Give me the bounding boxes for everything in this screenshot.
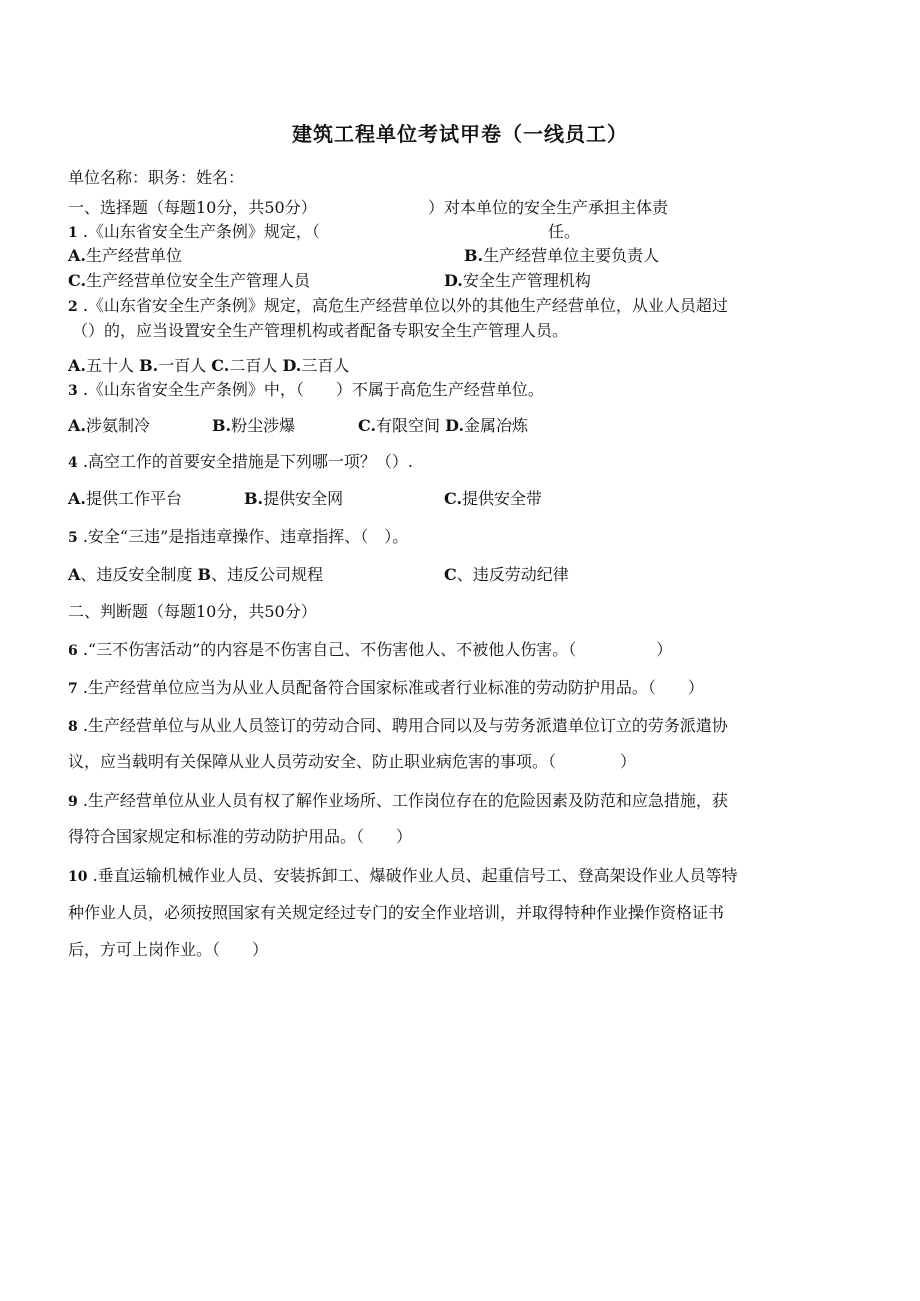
question-stem: .安全“三违”是指违章操作、违章指挥、（ ）。 bbox=[82, 527, 409, 546]
question-number: 3 bbox=[68, 383, 78, 399]
question-number: 2 bbox=[68, 299, 78, 315]
header-fields: 单位名称：职务：姓名： bbox=[68, 168, 245, 187]
question-10 bbox=[68, 866, 738, 887]
question-text: .垂直运输机械作业人员、安装拆卸工、爆破作业人员、起重信号工、登高架设作业人员等特 bbox=[92, 866, 738, 885]
q2-options: A.五十人 B.一百人 C.二百人 D.三百人 bbox=[68, 356, 350, 375]
question-stem: .高空工作的首要安全措施是下列哪一项？（）. bbox=[82, 452, 414, 471]
question-4 bbox=[68, 452, 413, 473]
question-number: 10 bbox=[68, 869, 88, 885]
question-number: 5 bbox=[68, 530, 78, 546]
question-stem: .《山东省安全生产条例》规定，高危生产经营单位以外的其他生产经营单位，从业人员超过 bbox=[82, 296, 728, 315]
question-1 bbox=[68, 222, 320, 243]
q3-option-b: B.粉尘涉爆 bbox=[212, 416, 296, 435]
question-2 bbox=[68, 296, 728, 317]
question-text: .生产经营单位应当为从业人员配备符合国家标准或者行业标准的劳动防护用品。（ ） bbox=[82, 678, 704, 697]
question-8-line2: 议，应当载明有关保障从业人员劳动安全、防止职业病危害的事项。（ ） bbox=[68, 752, 637, 771]
section2-heading: 二、判断题（每题10分，共50分） bbox=[68, 602, 317, 621]
question-1-tail: 任。 bbox=[548, 222, 581, 241]
question-text: .生产经营单位与从业人员签订的劳动合同、聘用合同以及与劳务派遣单位订立的劳务派遣协 bbox=[82, 716, 728, 735]
q4-option-c: C.提供安全带 bbox=[444, 489, 543, 508]
question-6 bbox=[68, 640, 672, 661]
question-5 bbox=[68, 527, 408, 548]
q1-option-a: A.生产经营单位 bbox=[68, 246, 182, 265]
question-text: .“三不伤害活动”的内容是不伤害自己、不伤害他人、不被他人伤害。（ ） bbox=[82, 640, 673, 659]
q1-option-d: D.安全生产管理机构 bbox=[444, 271, 591, 290]
question-stem: .《山东省安全生产条例》规定，（ bbox=[82, 222, 320, 241]
q1-stem-tail: ）对本单位的安全生产承担主体责 bbox=[428, 198, 669, 217]
question-7 bbox=[68, 678, 704, 699]
question-text: .生产经营单位从业人员有权了解作业场所、工作岗位存在的危险因素及防范和应急措施，获 bbox=[82, 791, 728, 810]
q5-options-ab: A、违反安全制度 B、违反公司规程 bbox=[68, 565, 324, 584]
q1-option-b: B.生产经营单位主要负责人 bbox=[464, 246, 660, 265]
question-number: 1 bbox=[68, 225, 78, 241]
question-number: 8 bbox=[68, 719, 78, 735]
question-number: 9 bbox=[68, 794, 78, 810]
question-2-line2: （）的，应当设置安全生产管理机构或者配备专职安全生产管理人员。 bbox=[72, 321, 569, 340]
question-3 bbox=[68, 380, 544, 401]
question-10-line3: 后，方可上岗作业。（ ） bbox=[68, 940, 269, 959]
q1-option-c: C.生产经营单位安全生产管理人员 bbox=[68, 271, 311, 290]
question-stem: .《山东省安全生产条例》中，（ ）不属于高危生产经营单位。 bbox=[82, 380, 544, 399]
section1-heading: 一、选择题（每题10分，共50分） bbox=[68, 198, 317, 217]
question-9 bbox=[68, 791, 728, 812]
q4-option-a: A.提供工作平台 bbox=[68, 489, 182, 508]
question-number: 7 bbox=[68, 681, 78, 697]
q3-option-a: A.涉氨制冷 bbox=[68, 416, 150, 435]
page-title: 建筑工程单位考试甲卷（一线员工） bbox=[292, 122, 628, 146]
q4-option-b: B.提供安全网 bbox=[244, 489, 344, 508]
question-number: 6 bbox=[68, 643, 78, 659]
question-10-line2: 种作业人员，必须按照国家有关规定经过专门的安全作业培训，并取得特种作业操作资格证书 bbox=[68, 903, 725, 922]
q5-option-c: C、违反劳动纪律 bbox=[444, 565, 569, 584]
question-8 bbox=[68, 716, 728, 737]
question-number: 4 bbox=[68, 455, 78, 471]
question-9-line2: 得符合国家规定和标准的劳动防护用品。（ ） bbox=[68, 827, 413, 846]
q3-option-cd: C.有限空间 D.金属冶炼 bbox=[358, 416, 529, 435]
